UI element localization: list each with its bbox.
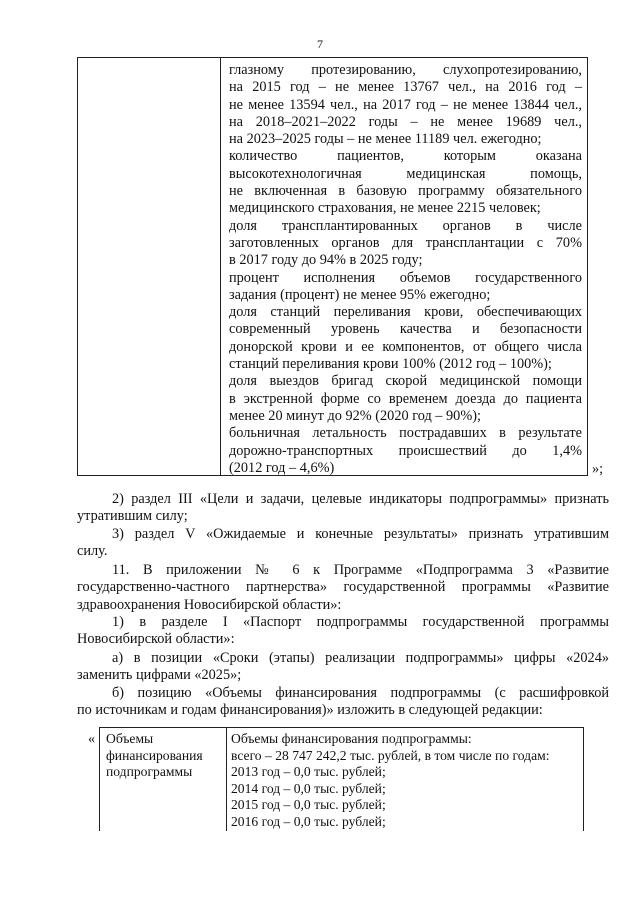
paragraph-line: 2) раздел III «Цели и задачи, целевые индикаторы подпрограммы» признать: [112, 491, 609, 507]
paragraph-line: 11. В приложении № 6 к Программе «Подпрограмма 3 «Развитие: [112, 562, 609, 578]
table-column-divider: [220, 58, 221, 475]
paragraph-item-11: [77, 562, 609, 614]
financing-value-cell: [231, 731, 581, 831]
financing-value-line: 2016 год – 0,0 тыс. рублей;: [231, 813, 386, 829]
paragraph-line: утратившим силу;: [77, 508, 188, 525]
paragraph-line: здравоохранения Новосибирской области»:: [77, 596, 342, 613]
financing-label-cell: [106, 731, 222, 781]
paragraph-line: а) в позиции «Сроки (этапы) реализации подпрограммы» цифры «2024»: [112, 650, 609, 666]
indicator-line: медицинского страхования, не менее 2215 человек;: [229, 200, 541, 217]
indicator-line: современный уровень качества и безопасности: [229, 321, 582, 338]
paragraph-line: 1) в разделе I «Паспорт подпрограммы государственной программы: [112, 614, 609, 630]
indicator-line: на 2018–2021–2022 годы – не менее 19689 чел.,: [229, 113, 582, 130]
paragraph-passport: [77, 614, 609, 649]
indicator-line: на 2015 год – не менее 13767 чел., на 2016 год –: [229, 79, 582, 96]
indicator-line: менее 20 минут до 92% (2020 год – 90%);: [229, 407, 481, 424]
table-column-divider: [226, 728, 227, 831]
financing-value-line: всего – 28 747 242,2 тыс. рублей, в том числе по годам:: [231, 747, 550, 763]
indicator-line: станций переливания крови 100% (2012 год – 100%);: [229, 356, 552, 373]
indicators-table: [77, 57, 588, 476]
paragraph-line: б) позицию «Объемы финансирования подпрограммы (с расшифровкой: [112, 685, 609, 701]
financing-table: [99, 727, 584, 831]
indicator-line: высокотехнологичная медицинская помощь,: [229, 165, 582, 182]
financing-value-line: 2015 год – 0,0 тыс. рублей;: [231, 797, 386, 813]
indicator-line: количество пациентов, которым оказана: [229, 148, 582, 165]
financing-label-line: Объемы: [106, 731, 154, 746]
indicator-line: доля трансплантированных органов в числе: [229, 217, 582, 234]
indicator-line: больничная летальность пострадавших в результате: [229, 425, 582, 442]
financing-label-line: финансирования: [106, 747, 203, 763]
indicator-line: глазному протезированию, слухопротезированию,: [229, 62, 582, 78]
paragraph-financing: [77, 685, 609, 720]
indicator-line: в 2017 году до 94% в 2025 году;: [229, 252, 423, 269]
indicator-line: задания (процент) не менее 95% ежегодно;: [229, 286, 491, 303]
indicator-line: на 2023–2025 годы – не менее 11189 чел. ежегодно;: [229, 131, 542, 148]
financing-value-line: 2014 год – 0,0 тыс. рублей;: [231, 780, 386, 796]
paragraph-section-iii: [77, 491, 609, 526]
indicator-line: доля выездов бригад скорой медицинской помощи: [229, 373, 582, 390]
paragraph-line: государственно-частного партнерства» государственной программы «Развитие: [77, 579, 609, 596]
financing-value-line: 2013 год – 0,0 тыс. рублей;: [231, 764, 386, 780]
closing-quote: »;: [592, 461, 604, 477]
paragraph-line: силу.: [77, 543, 108, 560]
indicator-line: донорской крови и ее компонентов, от общего числа: [229, 338, 582, 355]
indicator-line: заготовленных органов для трансплантации с 70%: [229, 234, 582, 251]
paragraph-dates: [77, 650, 609, 685]
indicators-cell: [229, 62, 582, 477]
paragraph-line: Новосибирской области»:: [77, 631, 235, 648]
opening-quote: «: [88, 731, 96, 747]
financing-label-line: подпрограммы: [106, 764, 193, 780]
indicator-line: не менее 13594 чел., на 2017 год – не менее 13844 чел.,: [229, 96, 582, 113]
paragraph-line: заменить цифрами «2025»;: [77, 667, 242, 684]
indicator-line: (2012 год – 4,6%): [229, 459, 335, 476]
page-number: 7: [317, 37, 323, 51]
paragraph-line: 3) раздел V «Ожидаемые и конечные результаты» признать утратившим: [112, 526, 609, 542]
indicator-line: не включенная в базовую программу обязательного: [229, 183, 582, 200]
financing-value-line: Объемы финансирования подпрограммы:: [231, 731, 472, 746]
indicator-line: процент исполнения объемов государственного: [229, 269, 582, 286]
indicator-line: доля станций переливания крови, обеспечивающих: [229, 304, 582, 321]
paragraph-line: по источникам и годам финансирования)» изложить в следующей редакции:: [77, 702, 543, 719]
paragraph-section-v: [77, 526, 609, 561]
indicator-line: в экстренной форме со временем доезда до пациента: [229, 390, 582, 407]
indicator-line: дорожно-транспортных происшествий до 1,4%: [229, 442, 582, 459]
